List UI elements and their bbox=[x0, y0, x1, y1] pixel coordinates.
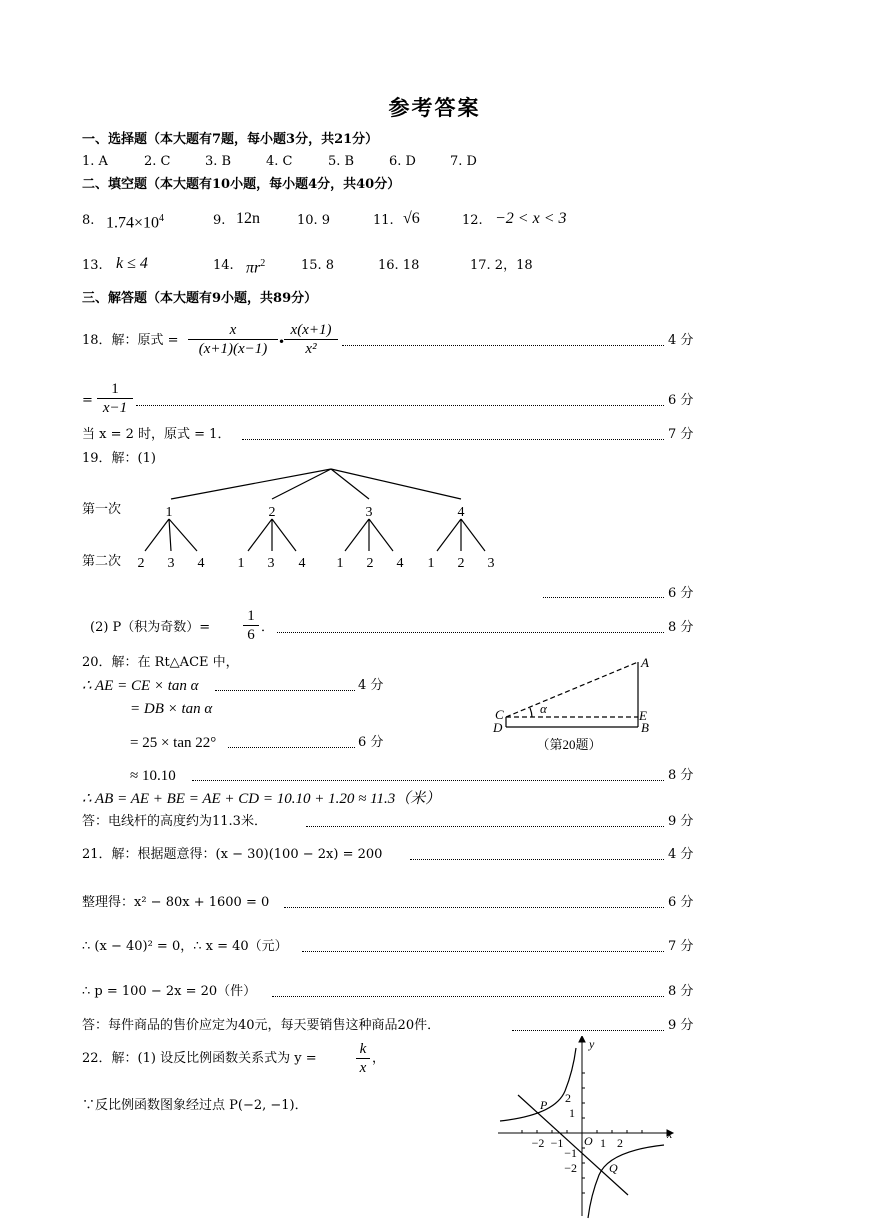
q21-line4: ∴ p = 100 − 2x = 20（件） bbox=[82, 984, 257, 999]
y-tick: 1 bbox=[569, 1106, 575, 1120]
dot-leader bbox=[272, 996, 664, 997]
q10-answer: 10. 9 bbox=[297, 213, 331, 228]
q19-label: 19．解：(1) bbox=[82, 451, 156, 466]
choice-answer: 7. D bbox=[450, 154, 477, 169]
tree-leaf: 2 bbox=[457, 556, 465, 571]
tree-diagram bbox=[120, 460, 520, 580]
tree-leaf: 1 bbox=[336, 556, 344, 571]
score-label: 4 分 bbox=[668, 847, 694, 862]
tree-leaf: 1 bbox=[237, 556, 245, 571]
q13-number: 13. bbox=[82, 258, 103, 273]
y-axis-label: y bbox=[589, 1037, 595, 1051]
q18-fraction-2: x(x+1) x² bbox=[284, 321, 338, 358]
q15-answer: 15. 8 bbox=[301, 258, 335, 273]
q18-fraction-3: 1 x−1 bbox=[97, 380, 133, 417]
q8-answer: $1.74\times 10^4$ bbox=[106, 213, 165, 232]
y-tick: −1 bbox=[564, 1146, 577, 1160]
score-label: 8 分 bbox=[668, 984, 694, 999]
q18-label: 18．解：原式 = bbox=[82, 333, 179, 348]
score-label: 6 分 bbox=[358, 735, 384, 750]
dot-leader bbox=[342, 345, 664, 346]
q14-answer: $\pi r^2$ bbox=[246, 258, 266, 277]
q14-number: 14. bbox=[213, 258, 234, 273]
score-label: 6 分 bbox=[668, 895, 694, 910]
dot-leader bbox=[228, 747, 355, 748]
dot-leader bbox=[284, 907, 664, 908]
dot-leader bbox=[512, 1030, 664, 1031]
dot-leader bbox=[543, 597, 664, 598]
dot-leader bbox=[410, 859, 664, 860]
y-tick: 2 bbox=[565, 1091, 571, 1105]
tree-leaf: 4 bbox=[396, 556, 404, 571]
score-label: 7 分 bbox=[668, 427, 694, 442]
tree-leaf: 4 bbox=[298, 556, 306, 571]
q8-number: 8. bbox=[82, 213, 95, 228]
score-label: 7 分 bbox=[668, 939, 694, 954]
section2-heading: 二、填空题（本大题有10小题，每小题4分，共40分） bbox=[82, 177, 401, 192]
dot-leader bbox=[192, 780, 664, 781]
q20-line1: 20．解：在 Rt△ACE 中， bbox=[82, 655, 239, 670]
choice-answer: 4. C bbox=[266, 154, 293, 169]
q19-period: ． bbox=[261, 620, 275, 635]
label-B: B bbox=[641, 720, 649, 735]
page-title: 参考答案 bbox=[388, 95, 481, 120]
tree-node: 4 bbox=[457, 505, 465, 520]
q20-line5: ≈ 10.10 bbox=[130, 768, 176, 784]
choice-answer: 1. A bbox=[82, 154, 108, 169]
q16-answer: 16. 18 bbox=[378, 258, 420, 273]
score-label: 9 分 bbox=[668, 814, 694, 829]
q21-answer: 答：每件商品的售价应定为40元，每天要销售这种商品20件． bbox=[82, 1018, 441, 1033]
q18-line3: 当 x = 2 时，原式 = 1． bbox=[82, 427, 231, 442]
dot-leader bbox=[306, 826, 664, 827]
q11-number: 11. bbox=[373, 213, 394, 228]
label-alpha: α bbox=[540, 701, 547, 716]
tree-leaf: 3 bbox=[487, 556, 495, 571]
q22-line1: 22．解：(1) 设反比例函数关系式为 y = bbox=[82, 1051, 317, 1066]
dot-leader bbox=[215, 690, 355, 691]
q22-graph bbox=[495, 1036, 685, 1222]
q12-answer: −2 < x < 3 bbox=[495, 210, 567, 227]
tree-node: 3 bbox=[365, 505, 373, 520]
q22-fraction: k x bbox=[356, 1040, 370, 1077]
tree-leaf: 3 bbox=[167, 556, 175, 571]
score-label: 8 分 bbox=[668, 768, 694, 783]
point-P-label: P bbox=[540, 1098, 548, 1112]
dot-leader bbox=[277, 632, 664, 633]
tree-row1-label: 第一次 bbox=[82, 502, 122, 517]
score-label: 4 分 bbox=[358, 678, 384, 693]
x-axis-label: x bbox=[667, 1127, 673, 1141]
label-D: D bbox=[493, 720, 503, 735]
q19-fraction: 1 6 bbox=[243, 607, 259, 644]
q18-dot: • bbox=[278, 335, 286, 349]
x-tick: −2 bbox=[531, 1136, 545, 1150]
q12-number: 12. bbox=[462, 213, 483, 228]
label-C: C bbox=[495, 707, 504, 722]
choice-answer: 5. B bbox=[328, 154, 355, 169]
score-label: 8 分 bbox=[668, 620, 694, 635]
dot-leader bbox=[302, 951, 664, 952]
q21-line1: 21．解：根据题意得：(x − 30)(100 − 2x) = 200 bbox=[82, 847, 383, 862]
q20-line6: ∴ AB = AE + BE = AE + CD = 10.10 + 1.20 ≈ 11.3（米） bbox=[82, 791, 441, 807]
q9-answer: 12n bbox=[236, 210, 260, 227]
tree-leaf: 2 bbox=[366, 556, 374, 571]
tree-leaf: 1 bbox=[427, 556, 435, 571]
x-tick: −1 bbox=[550, 1136, 564, 1150]
point-Q-label: Q bbox=[609, 1161, 618, 1175]
choice-answer: 2. C bbox=[144, 154, 171, 169]
score-label: 6 分 bbox=[668, 586, 694, 601]
q20-line2: ∴ AE = CE × tan α bbox=[82, 678, 199, 694]
choice-answer: 6. D bbox=[389, 154, 416, 169]
q21-line2: 整理得：x² − 80x + 1600 = 0 bbox=[82, 895, 270, 910]
choice-answer: 3. B bbox=[205, 154, 232, 169]
q11-answer: √6 bbox=[403, 210, 420, 227]
q13-answer: k ≤ 4 bbox=[116, 255, 148, 272]
q20-answer: 答：电线杆的高度约为11.3米． bbox=[82, 814, 267, 829]
section3-heading: 三、解答题（本大题有9小题，共89分） bbox=[82, 291, 318, 306]
score-label: 9 分 bbox=[668, 1018, 694, 1033]
q19-part2-label: (2) P（积为奇数）= bbox=[90, 620, 211, 635]
origin-label: O bbox=[584, 1134, 593, 1148]
y-tick: −2 bbox=[564, 1161, 577, 1175]
tree-node: 1 bbox=[165, 505, 173, 520]
x-tick: 2 bbox=[617, 1136, 623, 1150]
q22-line2: ∵反比例函数图象经过点 P(−2, −1)． bbox=[82, 1098, 308, 1113]
tree-node: 2 bbox=[268, 505, 276, 520]
q22-comma: ， bbox=[372, 1051, 386, 1066]
score-label: 4 分 bbox=[668, 333, 694, 348]
tree-leaf: 4 bbox=[197, 556, 205, 571]
score-label: 6 分 bbox=[668, 393, 694, 408]
q18-fraction-1: x (x+1)(x−1) bbox=[188, 321, 278, 358]
tree-leaf: 2 bbox=[137, 556, 145, 571]
dot-leader bbox=[242, 439, 664, 440]
section1-heading: 一、选择题（本大题有7题，每小题3分，共21分） bbox=[82, 132, 379, 147]
tree-row2-label: 第二次 bbox=[82, 554, 122, 569]
q20-line4: = 25 × tan 22° bbox=[130, 735, 217, 751]
label-E: E bbox=[639, 708, 647, 723]
q20-line3: = DB × tan α bbox=[130, 701, 213, 717]
q21-line3: ∴ (x − 40)² = 0，∴ x = 40（元） bbox=[82, 939, 288, 954]
tree-leaf: 3 bbox=[267, 556, 275, 571]
x-tick: 1 bbox=[600, 1136, 606, 1150]
label-A: A bbox=[641, 655, 649, 670]
figure-caption: （第20题） bbox=[536, 737, 602, 752]
q18-equals: = bbox=[82, 393, 93, 408]
dot-leader bbox=[136, 405, 664, 406]
q9-number: 9. bbox=[213, 213, 226, 228]
q20-figure bbox=[488, 652, 658, 757]
q17-answer: 17. 2，18 bbox=[470, 258, 533, 273]
